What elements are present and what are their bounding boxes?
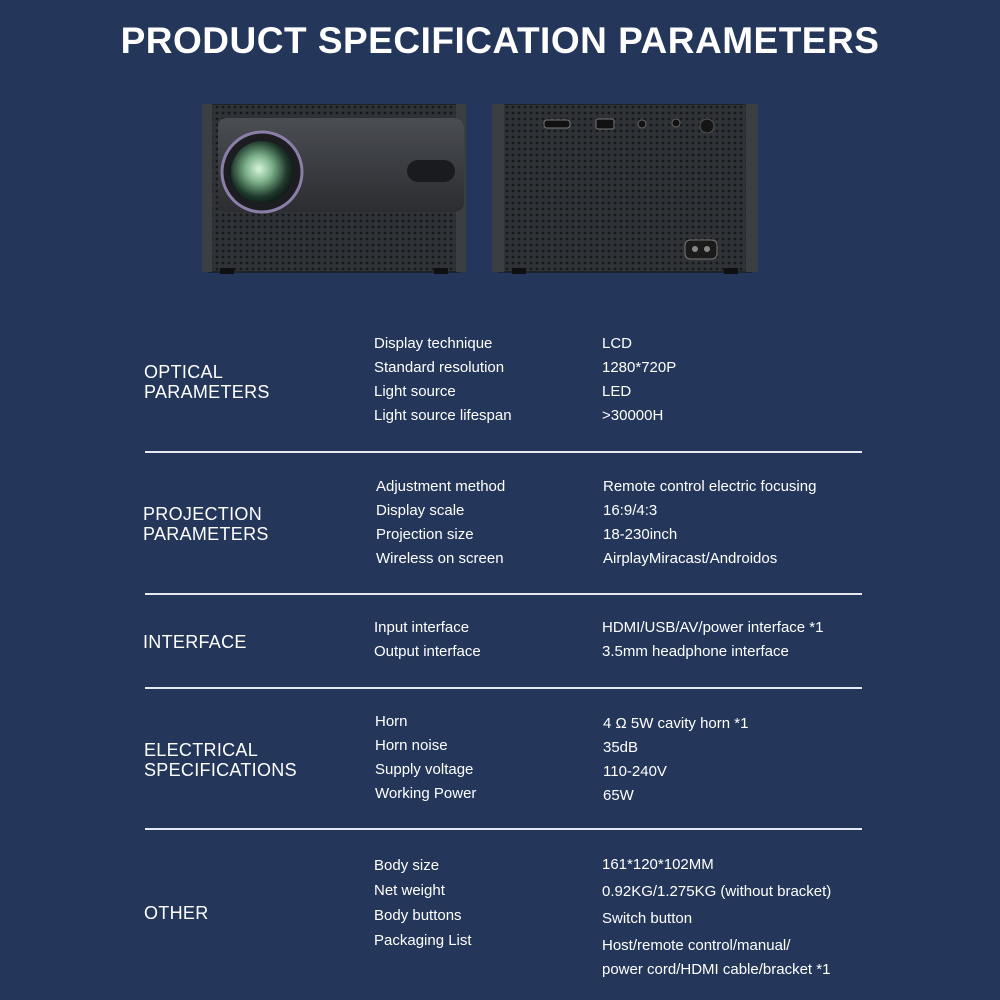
section-category: OTHER: [144, 903, 209, 923]
spec-value: 18-230inch: [603, 526, 678, 543]
section-category: ELECTRICAL SPECIFICATIONS: [144, 740, 297, 780]
section-divider: [145, 687, 862, 689]
spec-value: 16:9/4:3: [603, 502, 658, 519]
spec-label: Output interface: [374, 643, 481, 660]
spec-label: Working Power: [375, 785, 477, 802]
spec-label: Horn: [375, 713, 408, 730]
spec-label: Net weight: [374, 882, 445, 899]
section-divider: [145, 828, 862, 830]
spec-label: Horn noise: [375, 737, 448, 754]
section-category: PROJECTION PARAMETERS: [143, 504, 269, 544]
spec-value: 161*120*102MM: [602, 856, 714, 873]
spec-value: power cord/HDMI cable/bracket *1: [602, 961, 831, 978]
section-divider: [145, 451, 862, 453]
spec-value: 110-240V: [603, 763, 667, 780]
spec-value: 1280*720P: [602, 359, 677, 376]
spec-label: Display scale: [376, 502, 465, 519]
spec-label: Wireless on screen: [376, 550, 504, 567]
spec-label: Body size: [374, 857, 440, 874]
spec-value: 65W: [603, 787, 634, 804]
spec-value: 4 Ω 5W cavity horn *1: [603, 715, 749, 732]
spec-label: Display technique: [374, 335, 493, 352]
spec-label: Body buttons: [374, 907, 462, 924]
spec-label: Input interface: [374, 619, 470, 636]
page-title: PRODUCT SPECIFICATION PARAMETERS: [120, 20, 880, 61]
spec-value: Host/remote control/manual/: [602, 937, 791, 954]
section-category: INTERFACE: [143, 632, 247, 652]
spec-value: >30000H: [602, 407, 664, 424]
spec-value: Remote control electric focusing: [603, 478, 817, 495]
spec-label: Light source: [374, 383, 456, 400]
spec-label: Packaging List: [374, 932, 472, 949]
spec-value: 3.5mm headphone interface: [602, 643, 789, 660]
spec-value: 0.92KG/1.275KG (without bracket): [602, 883, 832, 900]
spec-label: Projection size: [376, 526, 474, 543]
spec-label: Supply voltage: [375, 761, 474, 778]
projector-back-image: [492, 104, 758, 276]
spec-value: LCD: [602, 335, 633, 352]
spec-value: HDMI/USB/AV/power interface *1: [602, 619, 824, 636]
spec-value: 35dB: [603, 739, 639, 756]
spec-label: Adjustment method: [376, 478, 506, 495]
spec-label: Standard resolution: [374, 359, 505, 376]
projector-front-image: [202, 104, 466, 276]
section-divider: [145, 593, 862, 595]
section-category: OPTICAL PARAMETERS: [144, 362, 270, 402]
spec-value: Switch button: [602, 910, 693, 927]
spec-label: Light source lifespan: [374, 407, 512, 424]
spec-value: LED: [602, 383, 632, 400]
spec-value: AirplayMiracast/Androidos: [603, 550, 778, 567]
